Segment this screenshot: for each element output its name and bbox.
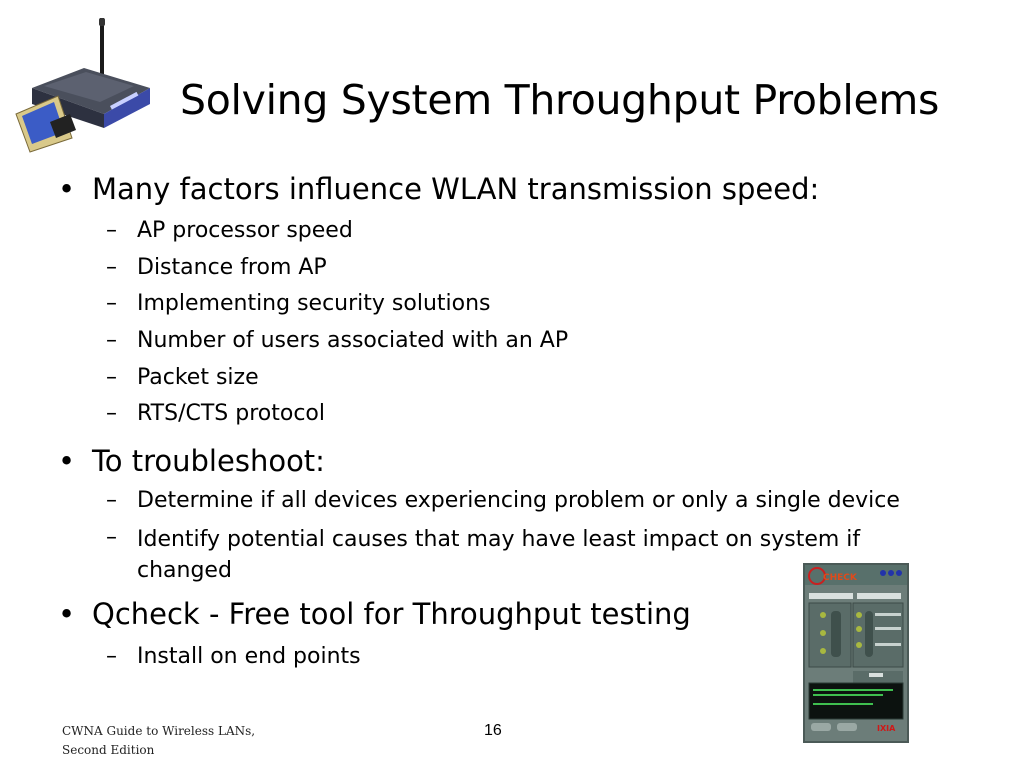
dash-glyph: – <box>106 328 117 353</box>
sub-bullet-text: Install on end points <box>137 644 361 669</box>
sub-bullet-text: AP processor speed <box>137 218 353 243</box>
dash-glyph: – <box>106 401 117 426</box>
dash-glyph: – <box>106 488 117 513</box>
sub-bullet-text: Identify potential causes that may have least impact on system if changed <box>137 527 861 583</box>
bullet-text: Many factors influence WLAN transmission speed: <box>92 172 820 206</box>
qcheck-brand-text: IXIA <box>877 724 896 733</box>
dash-glyph: – <box>106 365 117 390</box>
bullet-glyph: • <box>58 597 76 631</box>
sub-bullet-text: Distance from AP <box>137 255 327 280</box>
dash-glyph: – <box>106 218 117 243</box>
sub-bullet-text: RTS/CTS protocol <box>137 401 325 426</box>
dash-glyph: – <box>106 644 117 669</box>
bullet-text: Qcheck - Free tool for Throughput testing <box>92 597 691 631</box>
footer-course-title <box>62 722 255 760</box>
footer-line: CWNA Guide to Wireless LANs, <box>62 724 256 738</box>
sub-bullet-text: Determine if all devices experiencing problem or only a single device <box>137 488 900 513</box>
bullet-glyph: • <box>58 172 76 206</box>
wireless-router-image <box>14 18 154 153</box>
qcheck-screenshot-image <box>803 563 909 743</box>
page-number: 16 <box>484 722 502 739</box>
bullet-text: To troubleshoot: <box>92 444 325 478</box>
dash-glyph: – <box>106 255 117 280</box>
qcheck-logo-text: CHECK <box>823 573 857 583</box>
sub-bullet-text: Packet size <box>137 365 259 390</box>
sub-bullet-text: Number of users associated with an AP <box>137 328 569 353</box>
slide-title: Solving System Throughput Problems <box>180 76 940 124</box>
dash-glyph: – <box>106 291 117 316</box>
footer-line: Second Edition <box>62 743 155 757</box>
bullet-glyph: • <box>58 444 76 478</box>
sub-bullet-text: Implementing security solutions <box>137 291 491 316</box>
dash-glyph: – <box>106 525 117 550</box>
